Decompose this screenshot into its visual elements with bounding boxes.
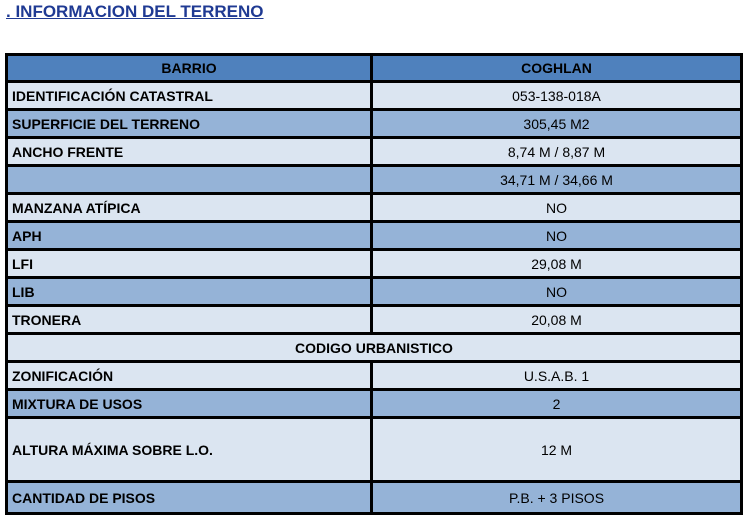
row-value: NO [373,279,740,307]
row-label: ANCHO FRENTE [8,139,373,167]
table-row [8,111,740,139]
row-value: 2 [373,391,740,419]
table-row [8,483,740,512]
row-label: SUPERFICIE DEL TERRENO [8,111,373,139]
row-label: APH [8,223,373,251]
row-label: MANZANA ATÍPICA [8,195,373,223]
row-label: MIXTURA DE USOS [8,391,373,419]
table-row [8,83,740,111]
row-label: ALTURA MÁXIMA SOBRE L.O. [8,419,373,483]
table-row [8,139,740,167]
table-header-row [8,56,740,83]
row-label [8,167,373,195]
table-row [8,363,740,391]
row-value: P.B. + 3 PISOS [373,483,740,512]
row-label: TRONERA [8,307,373,335]
section-row [8,335,740,363]
row-label: LIB [8,279,373,307]
table-row [8,419,740,483]
terrain-table [8,56,740,512]
row-value: 12 M [373,419,740,483]
terrain-info-table [5,53,743,515]
row-value: 305,45 M2 [373,111,740,139]
row-value: 053-138-018A [373,83,740,111]
table-row [8,195,740,223]
section-title: CODIGO URBANISTICO [8,335,740,363]
row-value: U.S.A.B. 1 [373,363,740,391]
section-heading: . INFORMACION DEL TERRENO [6,2,264,21]
row-label: LFI [8,251,373,279]
table-row [8,391,740,419]
row-label: CANTIDAD DE PISOS [8,483,373,512]
row-label: ZONIFICACIÓN [8,363,373,391]
row-value: 34,71 M / 34,66 M [373,167,740,195]
row-value: 20,08 M [373,307,740,335]
row-value: NO [373,195,740,223]
table-row [8,279,740,307]
header-label: BARRIO [8,56,373,83]
table-row [8,167,740,195]
table-row [8,251,740,279]
row-value: NO [373,223,740,251]
row-value: 29,08 M [373,251,740,279]
row-label: IDENTIFICACIÓN CATASTRAL [8,83,373,111]
row-value: 8,74 M / 8,87 M [373,139,740,167]
table-row [8,223,740,251]
table-row [8,307,740,335]
header-value: COGHLAN [373,56,740,83]
